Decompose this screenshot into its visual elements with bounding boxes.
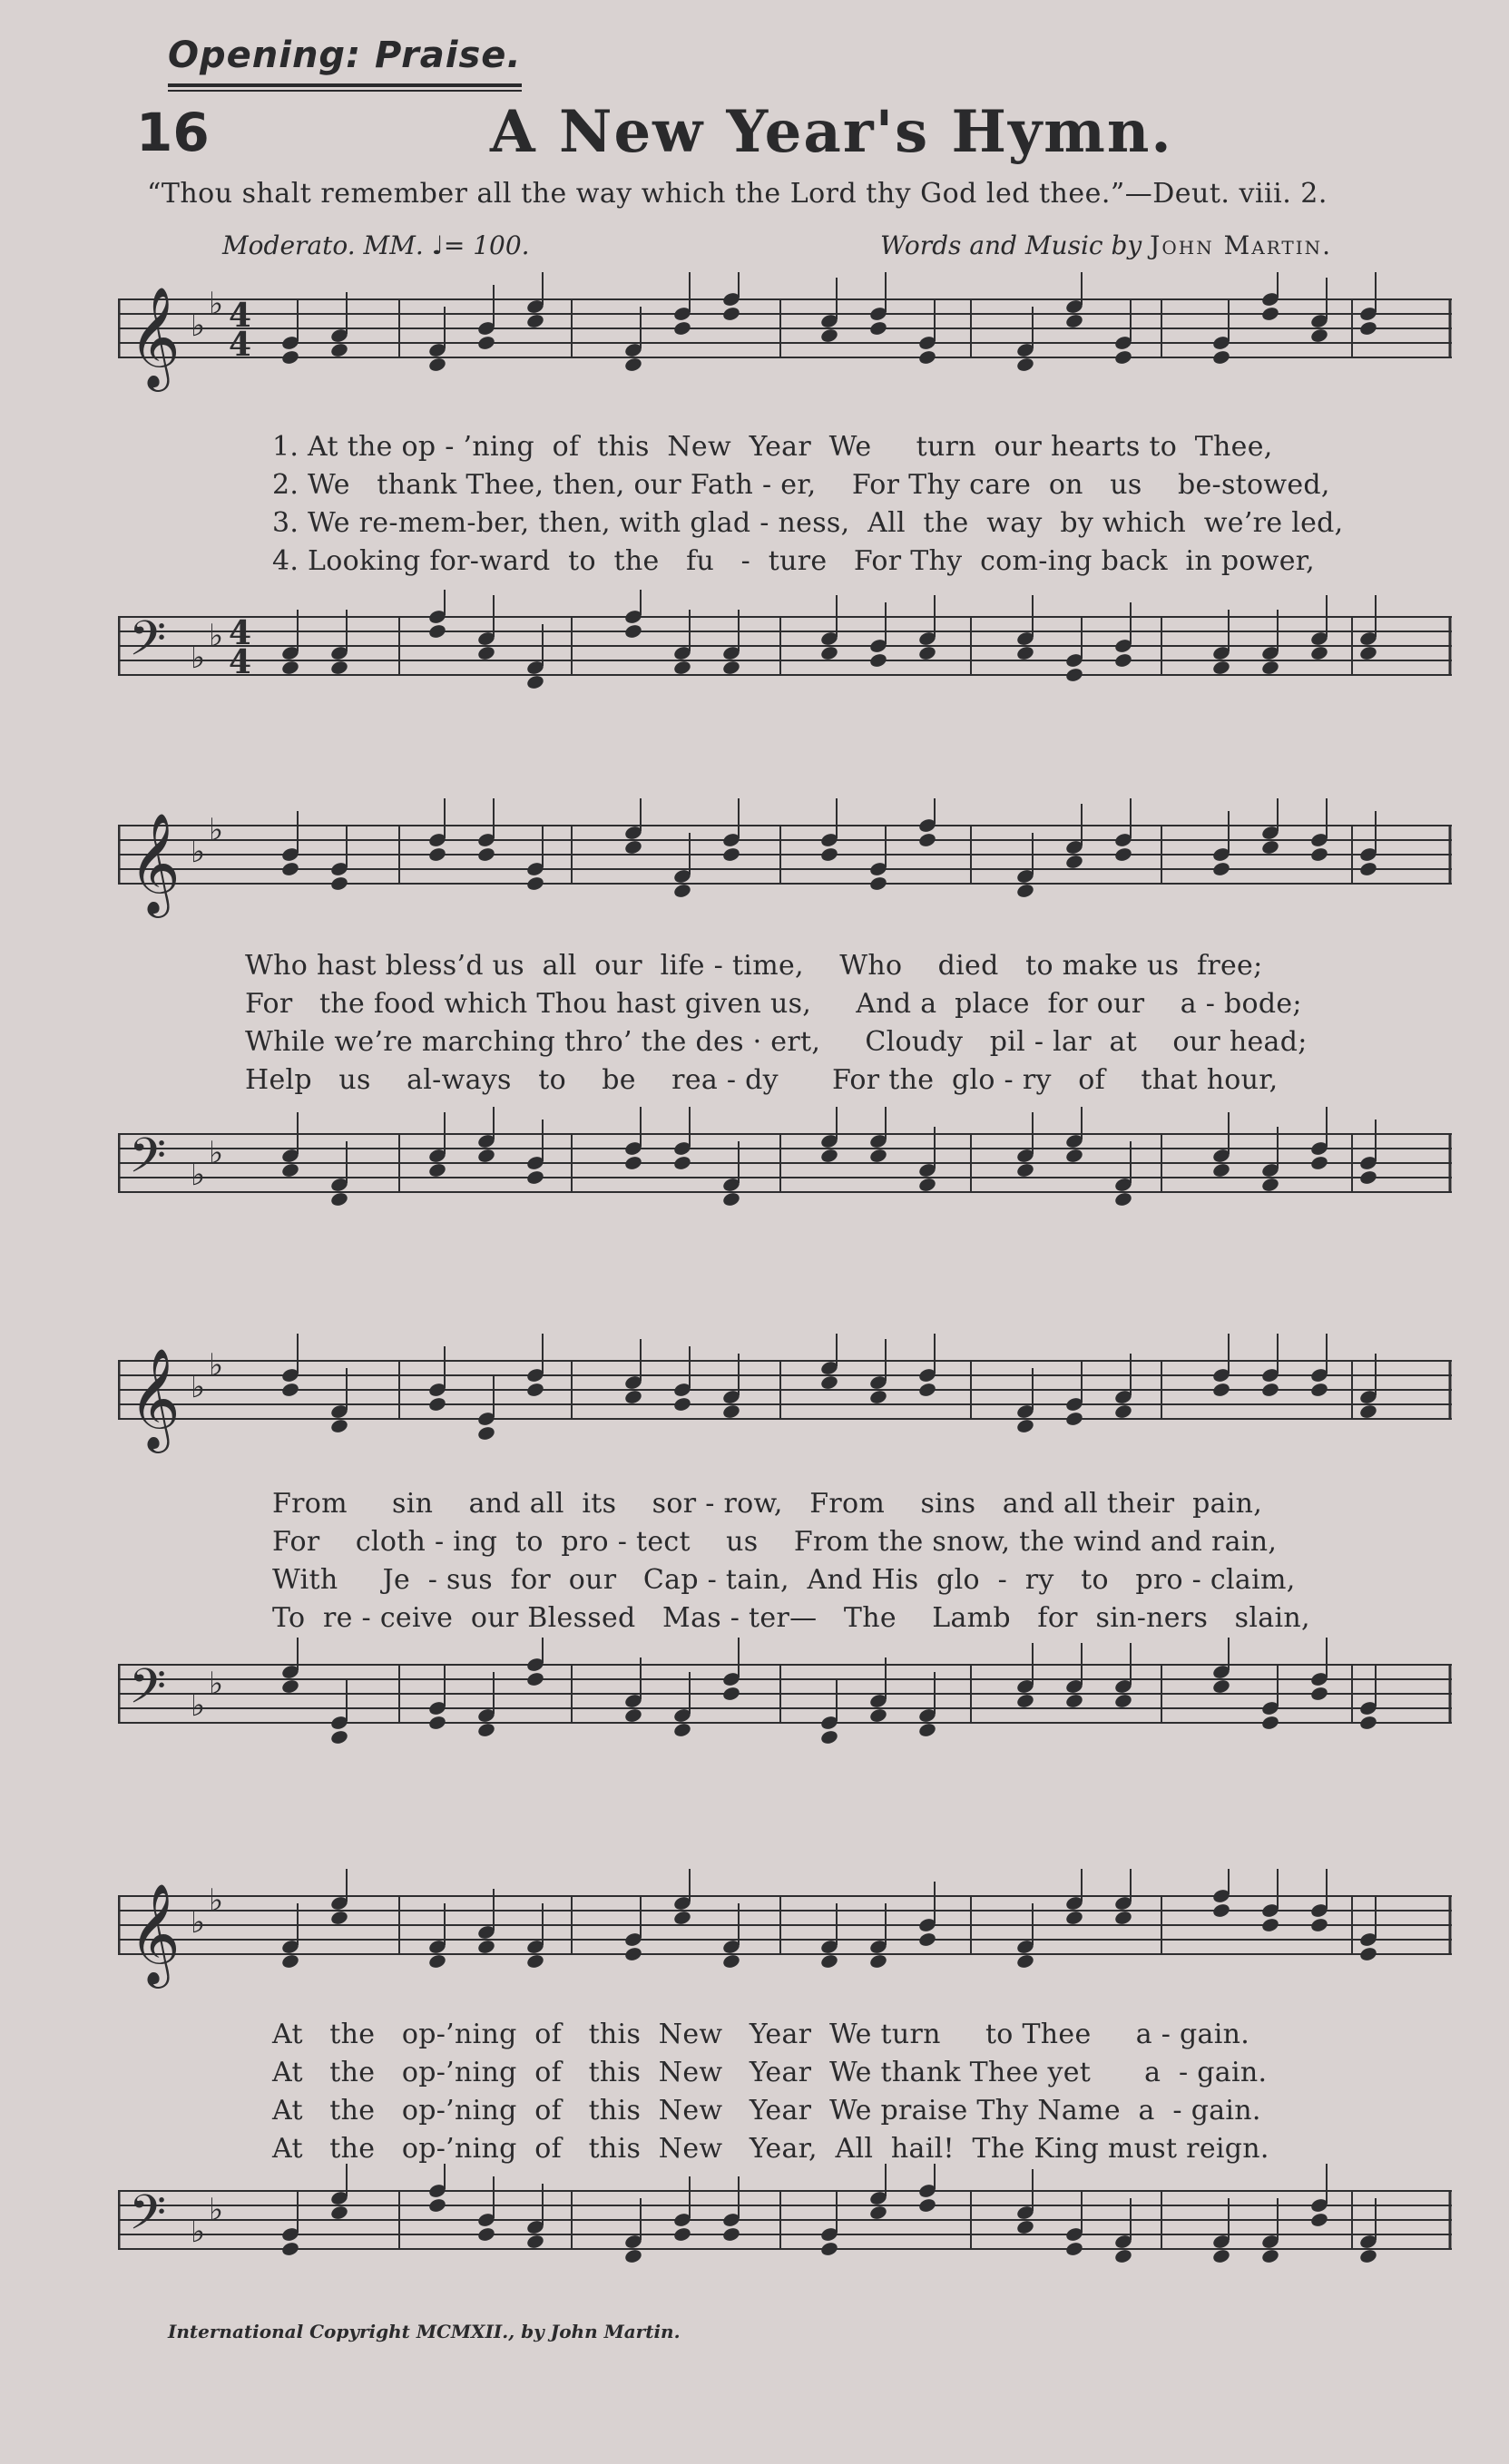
- lyric-line: Help us al-ways to be rea - dy For the glo - ry of that hour,: [245, 1064, 1279, 1096]
- flat-icon: ♭: [209, 812, 224, 848]
- credit-prefix: Words and Music by: [880, 230, 1151, 260]
- flat-icon: ♭: [209, 1882, 224, 1919]
- treble-clef-icon: 𝄞: [129, 286, 181, 387]
- bass-clef-icon: 𝄢: [129, 1129, 167, 1196]
- lyric-line: While we’re marching thro’ the des · ert, Cloudy pil - lar at our head;: [245, 1026, 1308, 1058]
- bass-staff-system-3: [118, 1638, 1461, 1783]
- staff-lines: [118, 2191, 1452, 2249]
- tempo-marking: Moderato. MM. ♩= 100.: [222, 230, 530, 260]
- staff-lines: [118, 1134, 1452, 1192]
- bass-clef-icon: 𝄢: [129, 1659, 167, 1726]
- staff-lines: [118, 1896, 1452, 1954]
- flat-icon: ♭: [191, 1904, 206, 1941]
- bass-staff-system-4: [118, 2164, 1461, 2309]
- flat-icon: ♭: [191, 1687, 206, 1724]
- bass-staff-system-1: [118, 590, 1461, 735]
- composer-credit: [880, 230, 1332, 260]
- flat-icon: ♭: [191, 1157, 206, 1193]
- time-signature: 4: [229, 326, 252, 364]
- lyric-line: For the food which Thou hast given us, And a place for our a - bode;: [245, 988, 1302, 1020]
- time-signature: 4: [229, 297, 252, 335]
- staff-lines: [118, 299, 1452, 357]
- flat-icon: ♭: [191, 834, 206, 870]
- scripture-epigraph: “Thou shalt remember all the way which the Lord thy God led thee.”—Deut. viii. 2.: [147, 178, 1328, 210]
- hymn-number: 16: [136, 102, 210, 163]
- flat-icon: ♭: [191, 640, 206, 676]
- lyric-line: At the op-’ning of this New Year, All hail! The King must reign.: [272, 2133, 1269, 2165]
- section-heading: Opening: Praise.: [168, 34, 522, 76]
- lyric-line: For cloth - ing to pro - tect us From the snow, the wind and rain,: [272, 1526, 1278, 1558]
- flat-icon: ♭: [209, 1347, 224, 1384]
- staff-lines: [118, 1361, 1452, 1419]
- note-heads: [280, 1638, 1377, 1745]
- flat-icon: ♭: [191, 1369, 206, 1405]
- flat-icon: ♭: [191, 2214, 206, 2250]
- staff-lines: [118, 617, 1452, 675]
- copyright-notice: International Copyright MCMXII., by John Martin.: [168, 2321, 681, 2342]
- lyric-line: 2. We thank Thee, then, our Fath - er, For Thy care on us be-stowed,: [272, 469, 1330, 501]
- lyric-line: From sin and all its sor - row, From sins and all their pain,: [272, 1488, 1263, 1520]
- bass-clef-icon: 𝄢: [129, 611, 167, 679]
- lyric-line: At the op-’ning of this New Year We thank Thee yet a - gain.: [272, 2057, 1268, 2088]
- treble-staff-system-4: [118, 1869, 1461, 2014]
- flat-icon: ♭: [209, 286, 224, 322]
- treble-clef-icon: 𝄞: [129, 812, 181, 914]
- flat-icon: ♭: [191, 308, 206, 344]
- treble-staff-system-3: [118, 1334, 1461, 1470]
- credit-author: John Martin.: [1150, 230, 1333, 260]
- treble-staff-system-1: [118, 272, 1461, 399]
- treble-clef-icon: 𝄞: [129, 1882, 181, 1984]
- time-signature: 4: [229, 643, 252, 681]
- bass-clef-icon: 𝄢: [129, 2185, 167, 2253]
- hymn-title: A New Year's Hymn.: [490, 98, 1173, 166]
- lyric-line: 4. Looking for-ward to the fu - ture For Thy com-ing back in power,: [272, 545, 1315, 577]
- treble-clef-icon: 𝄞: [129, 1347, 181, 1449]
- bass-staff-system-2: [118, 1107, 1461, 1243]
- flat-icon: ♭: [209, 1666, 224, 1702]
- lyric-line: 3. We re-mem-ber, then, with glad - ness, All the way by which we’re led,: [272, 507, 1344, 539]
- staff-lines: [118, 826, 1452, 884]
- lyric-line: At the op-’ning of this New Year We turn to Thee a - gain.: [272, 2019, 1250, 2050]
- lyric-line: To re - ceive our Blessed Mas - ter— The Lamb for sin-ners slain,: [272, 1602, 1310, 1634]
- lyric-line: 1. At the op - ’ning of this New Year We turn our hearts to Thee,: [272, 431, 1273, 463]
- lyric-line: With Je - sus for our Cap - tain, And His glo - ry to pro - claim,: [272, 1564, 1296, 1596]
- note-heads: [280, 1334, 1377, 1442]
- time-signature: 4: [229, 614, 252, 652]
- flat-icon: ♭: [209, 1135, 224, 1171]
- heading-rule: [168, 83, 522, 87]
- staff-lines: [118, 1665, 1452, 1723]
- treble-staff-system-2: [118, 798, 1461, 934]
- heading-rule-thin: [168, 90, 522, 92]
- flat-icon: ♭: [209, 618, 224, 654]
- flat-icon: ♭: [209, 2192, 224, 2228]
- lyric-line: Who hast bless’d us all our life - time, Who died to make us free;: [245, 950, 1263, 982]
- lyric-line: At the op-’ning of this New Year We praise Thy Name a - gain.: [272, 2095, 1261, 2127]
